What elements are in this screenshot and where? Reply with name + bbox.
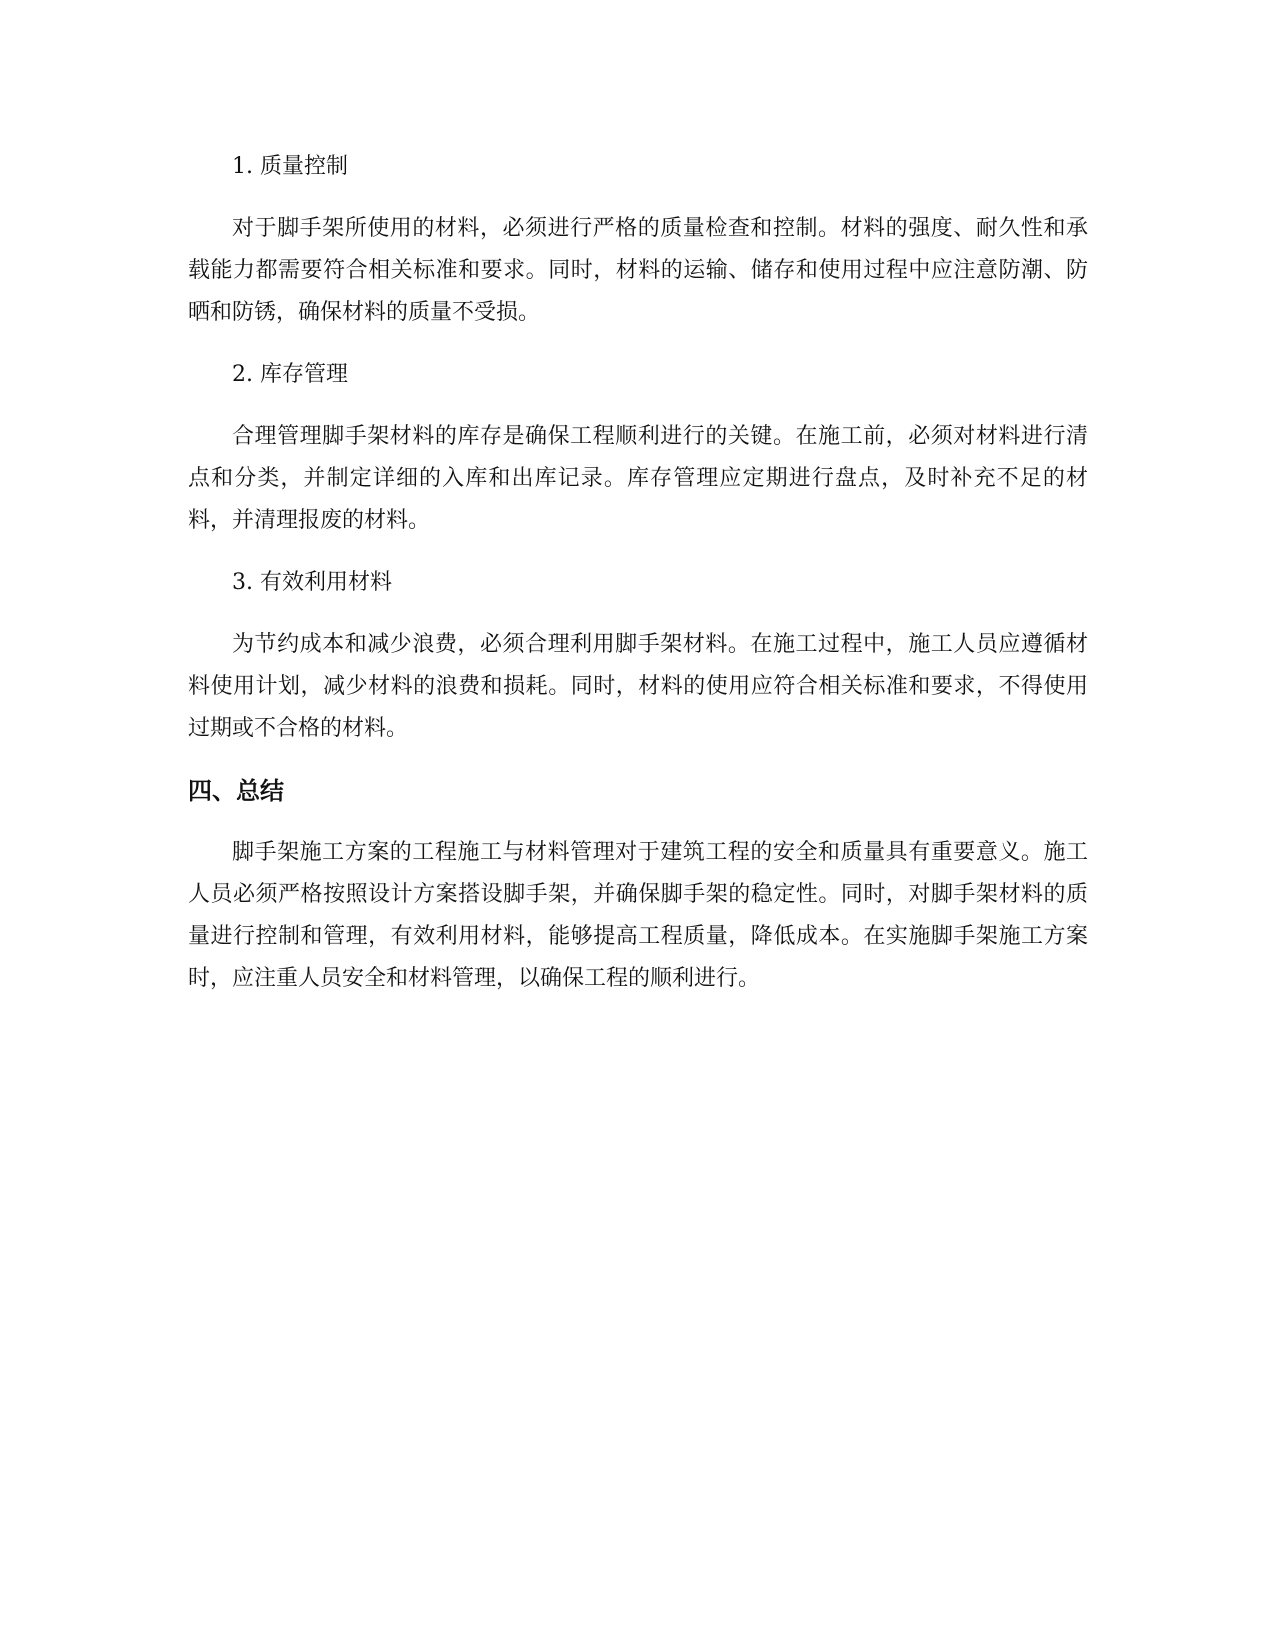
paragraph-quality-control: 对于脚手架所使用的材料，必须进行严格的质量检查和控制。材料的强度、耐久性和承载能力都需要符合相关标准和要求。同时，材料的运输、储存和使用过程中应注意防潮、防晒和防锈，确保材料的质量不受损。 [188, 216, 1088, 325]
paragraph-summary: 脚手架施工方案的工程施工与材料管理对于建筑工程的安全和质量具有重要意义。施工人员必须严格按照设计方案搭设脚手架，并确保脚手架的稳定性。同时，对脚手架材料的质量进行控制和管理，有效利用材料，能够提高工程质量，降低成本。在实施脚手架施工方案时，应注重人员安全和材料管理，以确保工程的顺利进行。 [188, 840, 1088, 991]
paragraph-material-utilization: 为节约成本和减少浪费，必须合理利用脚手架材料。在施工过程中，施工人员应遵循材料使用计划，减少材料的浪费和损耗。同时，材料的使用应符合相关标准和要求，不得使用过期或不合格的材料。 [188, 632, 1088, 741]
subheading-inventory-management: 2. 库存管理 [232, 362, 348, 387]
subheading-material-utilization: 3. 有效利用材料 [232, 570, 392, 595]
subheading-quality-control: 1. 质量控制 [232, 154, 348, 179]
section-title-summary: 四、总结 [188, 777, 284, 805]
paragraph-inventory-management: 合理管理脚手架材料的库存是确保工程顺利进行的关键。在施工前，必须对材料进行清点和分类，并制定详细的入库和出库记录。库存管理应定期进行盘点，及时补充不足的材料，并清理报废的材料。 [188, 424, 1088, 533]
document-body [188, 146, 1088, 1020]
